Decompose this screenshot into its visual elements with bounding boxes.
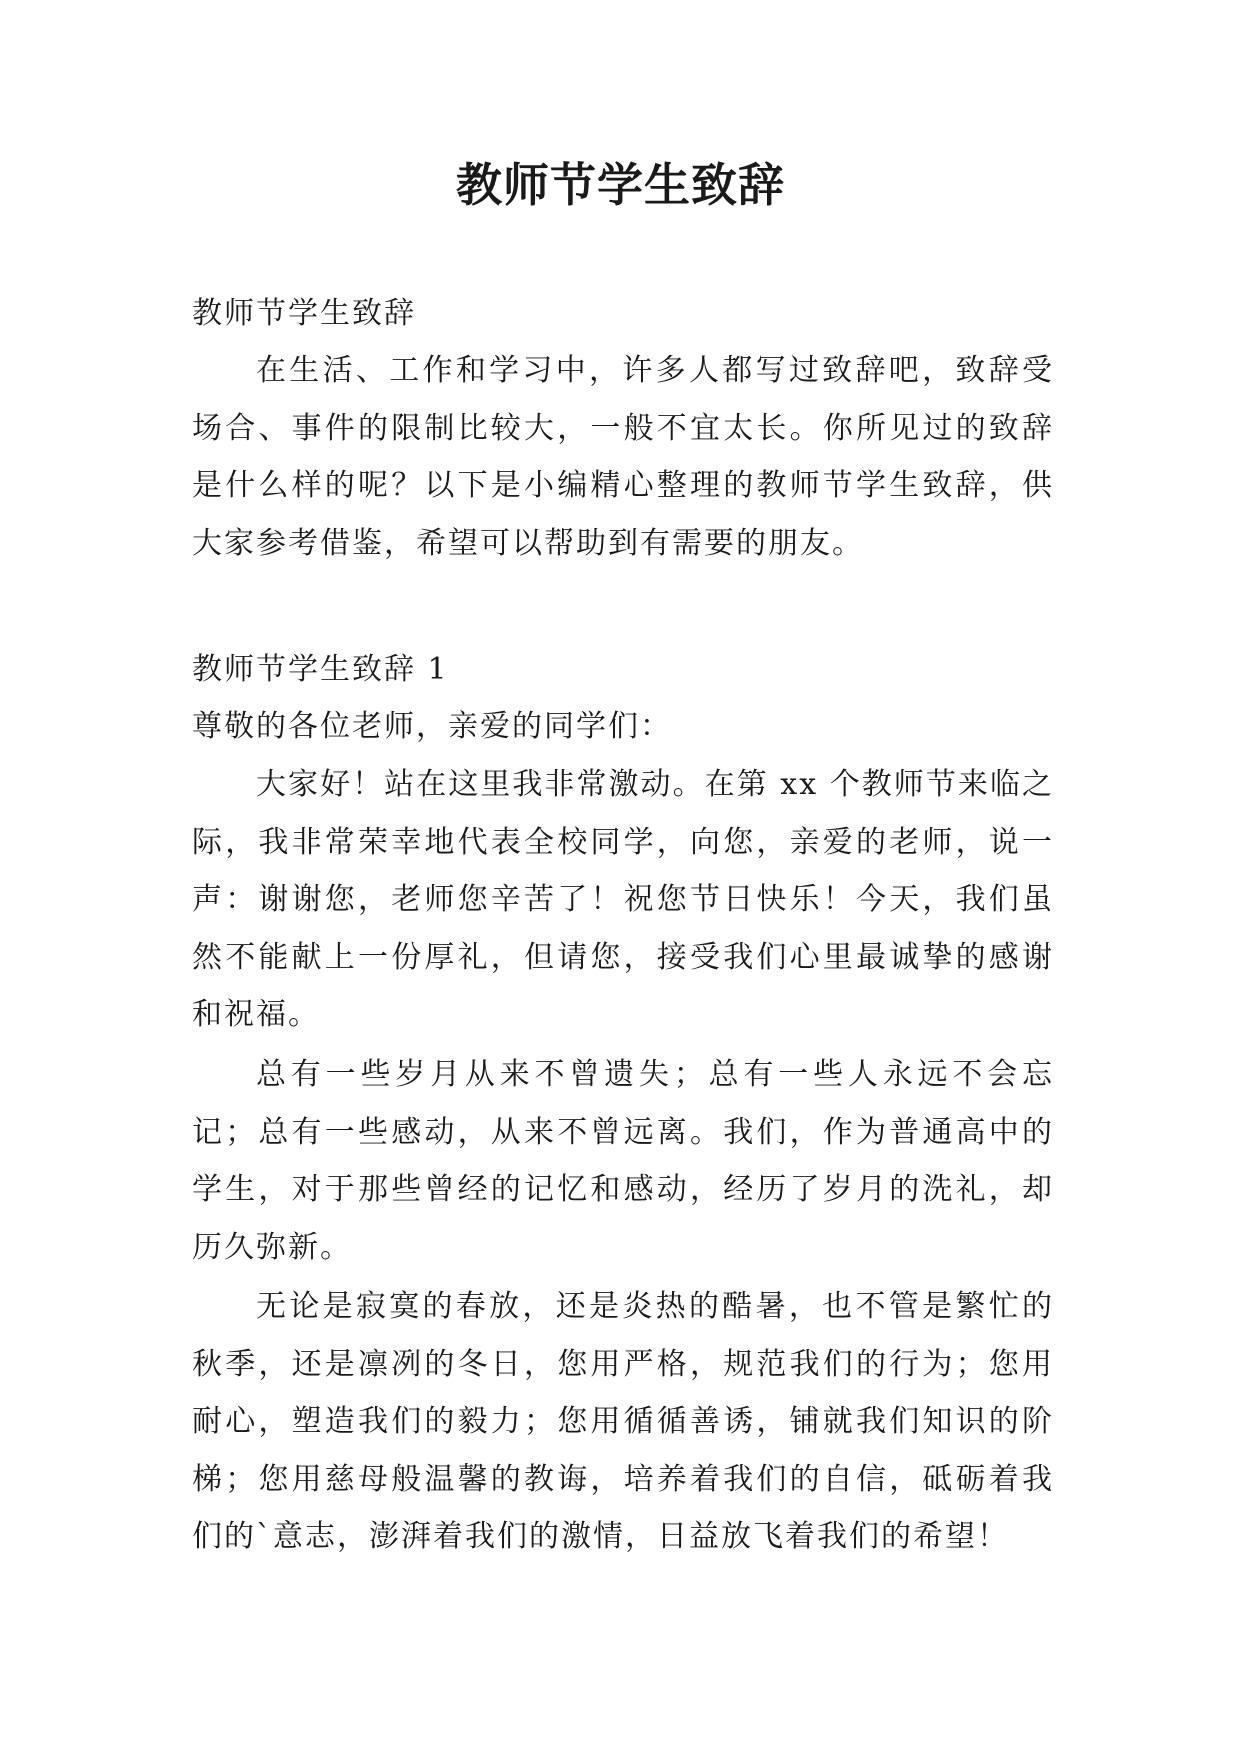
body-paragraph: 总有一些岁月从来不曾遗失；总有一些人永远不会忘记；总有一些感动，从来不曾远离。我们，作为普通高中的学生，对于那些曾经的记忆和感动，经历了岁月的洗礼，却历久弥新。 bbox=[192, 1057, 1054, 1265]
body-paragraph: 大家好！站在这里我非常激动。在第 xx 个教师节来临之际，我非常荣幸地代表全校同学，向您，亲爱的老师，说一声：谢谢您，老师您辛苦了！祝您节日快乐！今天，我们虽然不能献上一份厚礼，但请您，接受我们心里最诚挚的感谢和祝福。 bbox=[192, 767, 1054, 1032]
intro-paragraph: 在生活、工作和学习中，许多人都写过致辞吧，致辞受场合、事件的限制比较大，一般不宜太长。你所见过的致辞是什么样的呢？以下是小编精心整理的教师节学生致辞，供大家参考借鉴，希望可以帮助到有需要的朋友。 bbox=[192, 353, 1054, 561]
section-heading: 教师节学生致辞 1 bbox=[192, 652, 449, 687]
body-paragraph: 无论是寂寞的春放，还是炎热的酷暑，也不管是繁忙的秋季，还是凛冽的冬日，您用严格，规范我们的行为；您用耐心，塑造我们的毅力；您用循循善诱，铺就我们知识的阶梯；您用慈母般温馨的教诲，培养着我们的自信，砥砺着我们的`意志，澎湃着我们的激情，日益放飞着我们的希望！ bbox=[192, 1289, 1054, 1554]
salutation: 尊敬的各位老师，亲爱的同学们： bbox=[192, 709, 672, 744]
document-subheading: 教师节学生致辞 bbox=[192, 296, 416, 331]
document-title: 教师节学生致辞 bbox=[456, 158, 785, 212]
